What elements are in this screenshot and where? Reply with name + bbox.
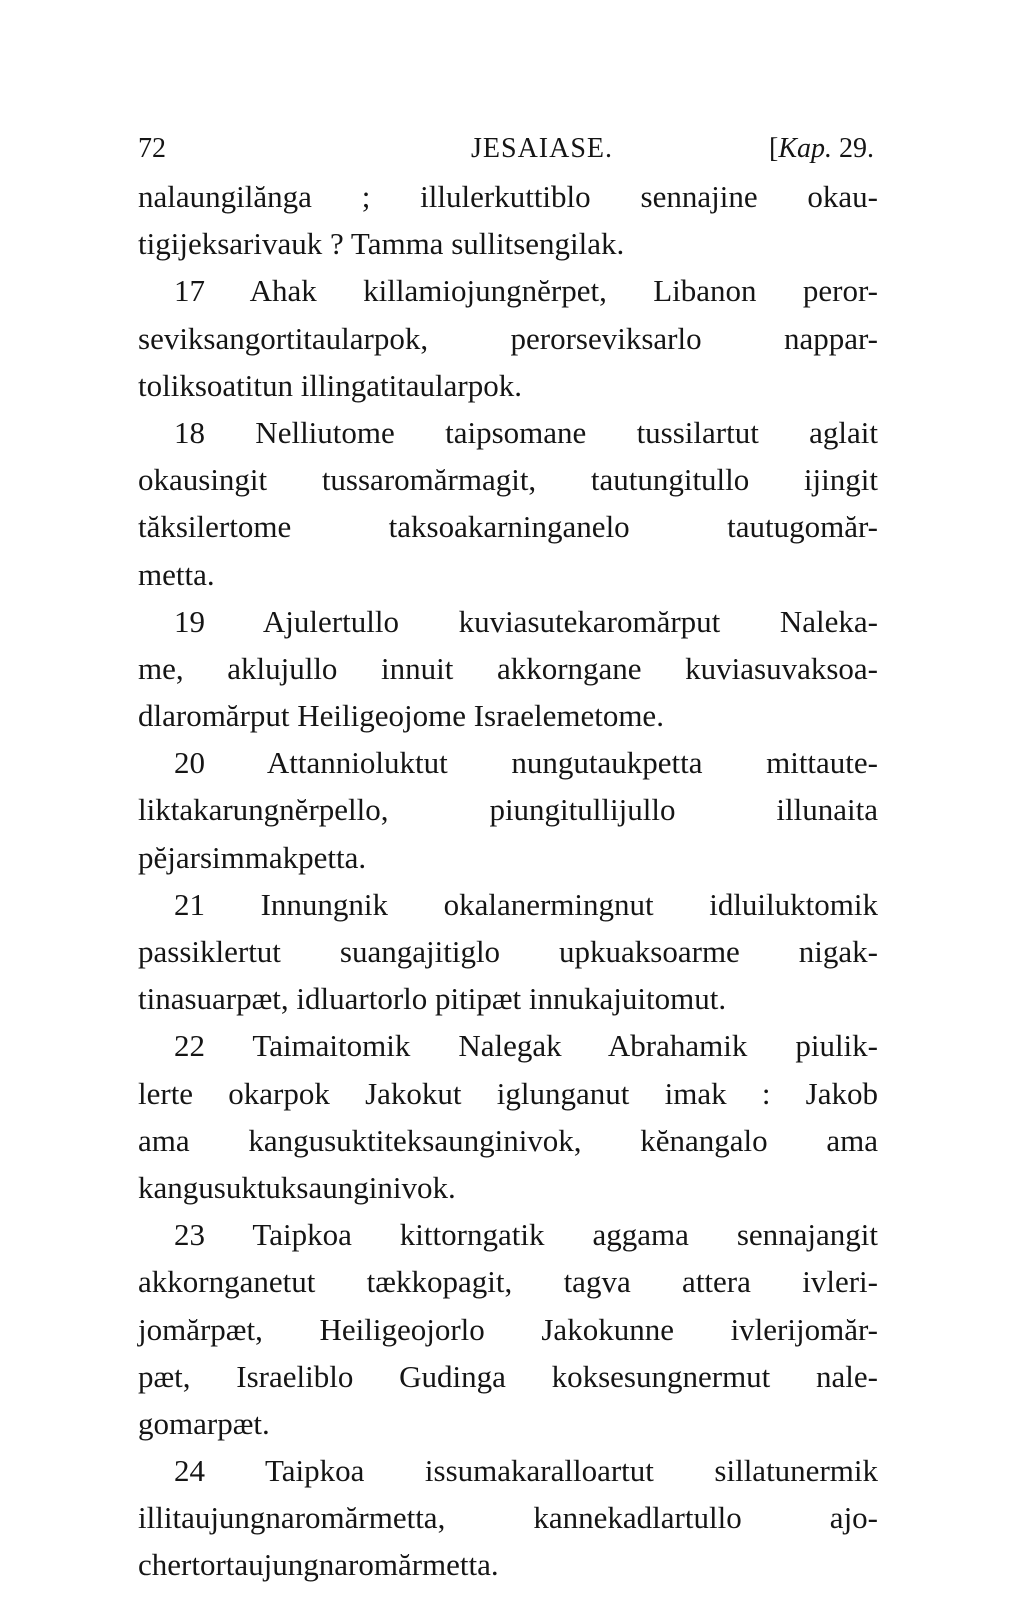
- text-line: pĕjarsimmakpetta.: [138, 839, 367, 875]
- page-number: 72: [138, 133, 166, 164]
- text-line: tigijeksarivauk ? Tamma sullitsengilak.: [138, 226, 625, 262]
- chapter-reference-text: [769, 133, 874, 164]
- text-line: seviksangortitaularpok, perorseviksarlo nappar-: [138, 320, 878, 356]
- text-line: chertortaujungnaromărmetta.: [138, 1547, 499, 1583]
- text-line: jomărpæt, Heiligeojorlo Jakokunne ivlerijomăr-: [138, 1311, 878, 1347]
- text-line: tinasuarpæt, idluartorlo pitipæt innukajuitomut.: [138, 981, 727, 1017]
- text-line: 24 Taipkoa issumakaralloartut sillatunermik: [174, 1453, 878, 1489]
- bracket: [: [768, 133, 779, 164]
- text-line: tăksilertome taksoakarninganelo tautugomăr-: [138, 509, 878, 545]
- text-line: passiklertut suangajitiglo upkuaksoarme nigak-: [138, 934, 878, 969]
- running-header: [138, 127, 878, 171]
- text-line: 22 Taimaitomik Nalegak Abrahamik piulik-: [174, 1028, 878, 1064]
- text-line: 21 Innungnik okalanermingnut idluiluktomik: [174, 886, 878, 922]
- text-line: dlaromărput Heiligeojome Israelemetome.: [138, 698, 664, 734]
- chapter-label: Kap. 29.: [778, 133, 874, 164]
- chapter-reference: [769, 127, 874, 171]
- text-line: 17 Ahak killamiojungnĕrpet, Libanon peror-: [174, 273, 878, 309]
- text-line: lerte okarpok Jakokut iglunganut imak : Jakob: [138, 1075, 878, 1111]
- text-line: 19 Ajulertullo kuviasutekaromărput Naleka-: [174, 603, 878, 639]
- text-line: 18 Nelliutome taipsomane tussilartut aglait: [174, 414, 878, 450]
- text-line: 23 Taipkoa kittorngatik aggama sennajangit: [174, 1217, 878, 1253]
- body-text: [138, 173, 878, 1589]
- text-line: akkornganetut tækkopagit, tagva attera ivleri-: [138, 1264, 878, 1300]
- text-line: gomarpæt.: [138, 1405, 270, 1441]
- text-line: nalaungilănga ; illulerkuttiblo sennajine okau-: [138, 179, 878, 214]
- running-title: JESAIASE.: [471, 133, 614, 164]
- text-line: 20 Attannioluktut nungutaukpetta mittaute-: [174, 745, 878, 781]
- text-line: metta.: [138, 556, 215, 592]
- text-line: pæt, Israeliblo Gudinga koksesungnermut nale-: [138, 1358, 878, 1394]
- text-line: okausingit tussaromărmagit, tautungitullo ijingit: [138, 462, 878, 498]
- text-line: kangusuktuksaunginivok.: [138, 1169, 456, 1205]
- text-line: liktakarungnĕrpello, piungitullijullo illunaita: [138, 792, 878, 828]
- book-page: [138, 127, 878, 1589]
- text-line: me, aklujullo innuit akkorngane kuviasuvaksoa-: [138, 650, 878, 686]
- text-line: toliksoatitun illingatitaularpok.: [138, 367, 523, 403]
- text-line: ama kangusuktiteksaunginivok, kĕnangalo ama: [138, 1122, 878, 1158]
- text-line: illitaujungnaromărmetta, kannekadlartullo ajo-: [138, 1500, 878, 1536]
